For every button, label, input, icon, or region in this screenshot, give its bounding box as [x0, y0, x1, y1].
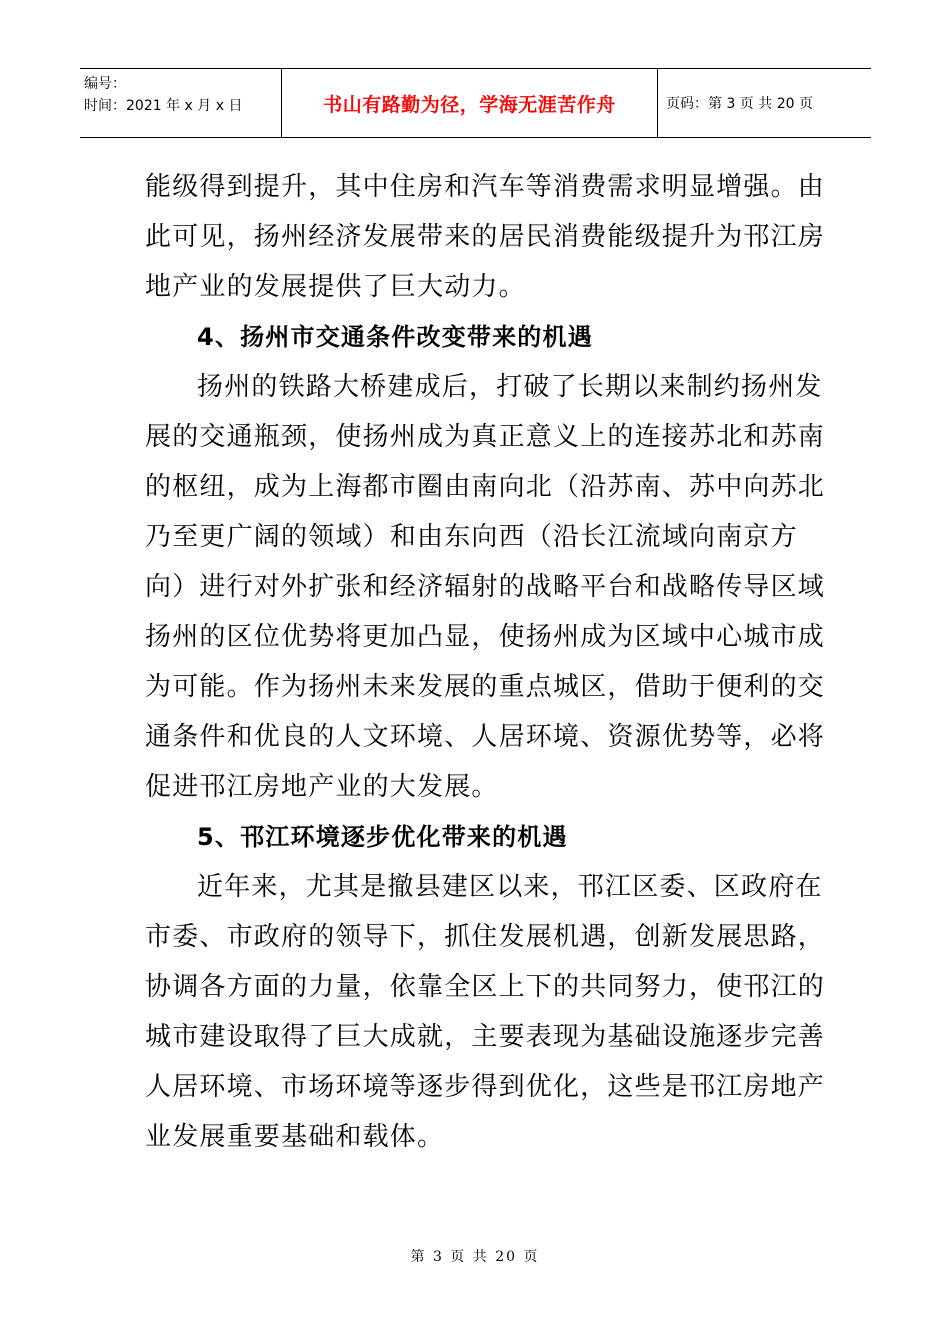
body-line: 地产业的发展提供了巨大动力。 [145, 272, 526, 302]
header-meta [80, 69, 282, 137]
body-line: 此可见，扬州经济发展带来的居民消费能级提升为邗江房 [145, 222, 826, 252]
body-line: 协调各方面的力量，依靠全区上下的共同努力，使邗江的 [145, 972, 826, 1002]
header-page-info: 页码：第 3 页 共 20 页 [666, 96, 813, 112]
body-line: 近年来，尤其是撤县建区以来，邗江区委、区政府在 [197, 872, 823, 902]
section-heading-4: 4、扬州市交通条件改变带来的机遇 [197, 323, 593, 351]
body-line: 促进邗江房地产业的大发展。 [145, 772, 499, 802]
body-line: 人居环境、市场环境等逐步得到优化，这些是邗江房地产 [145, 1072, 826, 1102]
body-line: 业发展重要基础和载体。 [145, 1122, 445, 1152]
header-time-label: 时间：2021 年 x 月 x 日 [84, 98, 243, 114]
body-line: 城市建设取得了巨大成就，主要表现为基础设施逐步完善 [145, 1022, 826, 1052]
header-motto: 书山有路勤为径，学海无涯苦作舟 [282, 69, 658, 137]
body-line: 扬州的区位优势将更加凸显，使扬州成为区域中心城市成 [145, 622, 826, 652]
body-line: 乃至更广阔的领域）和由东向西（沿长江流域向南京方 [145, 522, 798, 552]
body-line: 展的交通瓶颈，使扬州成为真正意义上的连接苏北和苏南 [145, 422, 826, 452]
page-footer: 第 3 页 共 20 页 [410, 1249, 540, 1265]
section-heading-5: 5、邗江环境逐步优化带来的机遇 [197, 823, 568, 851]
body-line: 向）进行对外扩张和经济辐射的战略平台和战略传导区域 [145, 572, 826, 602]
document-body [145, 162, 826, 1162]
body-line: 的枢纽，成为上海都市圈由南向北（沿苏南、苏中向苏北 [145, 472, 826, 502]
body-line: 扬州的铁路大桥建成后，打破了长期以来制约扬州发 [197, 372, 823, 402]
body-line: 能级得到提升，其中住房和汽车等消费需求明显增强。由 [145, 172, 826, 202]
page-header [80, 68, 871, 138]
header-number-label: 编号： [84, 76, 126, 92]
body-line: 通条件和优良的人文环境、人居环境、资源优势等，必将 [145, 722, 826, 752]
body-line: 为可能。作为扬州未来发展的重点城区，借助于便利的交 [145, 672, 826, 702]
body-line: 市委、市政府的领导下，抓住发展机遇，创新发展思路， [145, 922, 826, 952]
